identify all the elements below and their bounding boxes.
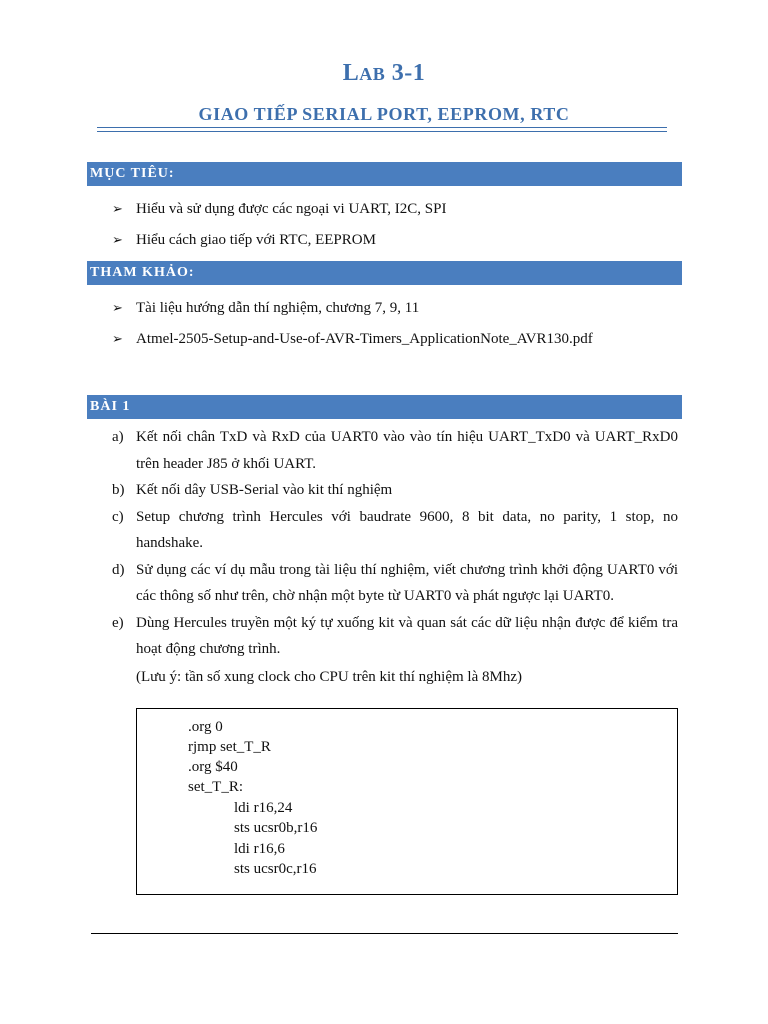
title-number: 3-1 (385, 60, 426, 86)
exercise1-heading: BÀI 1 (87, 395, 682, 419)
list-item (112, 230, 682, 261)
code-block (136, 708, 678, 895)
code-line: .org $40 (188, 759, 238, 775)
task-item (112, 610, 678, 663)
task-item (112, 557, 678, 610)
code-line: ldi r16,24 (234, 800, 293, 816)
arrow-bullet-icon: ➢ (112, 300, 123, 315)
code-line: ldi r16,6 (234, 841, 285, 857)
task-marker: c) (112, 508, 124, 525)
task-text: Sử dụng các ví dụ mẫu trong tài liệu thí nghiệm, viết chương trình khởi động UART0 với các thông số như trên, chờ nhận một byte từ UART0 và phát ngược lại UART0. (136, 561, 678, 604)
task-item (112, 504, 678, 557)
list-item (112, 199, 682, 230)
list-item-text: Atmel-2505-Setup-and-Use-of-AVR-Timers_ApplicationNote_AVR130.pdf (136, 331, 593, 347)
references-heading: THAM KHẢO: (87, 261, 682, 285)
clock-note: (Lưu ý: tần số xung clock cho CPU trên kit thí nghiệm là 8Mhz) (136, 669, 522, 685)
arrow-bullet-icon: ➢ (112, 331, 123, 346)
task-text: Kết nối dây USB-Serial vào kit thí nghiệm (136, 482, 393, 498)
objectives-heading: MỤC TIÊU: (87, 162, 682, 186)
exercise1-tasks (112, 424, 678, 663)
page-title (0, 60, 768, 87)
list-item (112, 329, 682, 360)
list-item (112, 298, 682, 329)
title-initial: L (342, 60, 360, 86)
task-text: Dùng Hercules truyền một ký tự xuống kit và quan sát các dữ liệu nhận được để kiểm tra hoạt động chương trình. (136, 614, 678, 657)
task-text: Setup chương trình Hercules với baudrate 9600, 8 bit data, no parity, 1 stop, no handshake. (136, 508, 678, 551)
list-item-text: Hiểu và sử dụng được các ngoại vi UART, I2C, SPI (136, 201, 447, 217)
code-line: rjmp set_T_R (188, 739, 271, 755)
task-marker: a) (112, 429, 124, 445)
list-item-text: Tài liệu hướng dẫn thí nghiệm, chương 7, 9, 11 (136, 300, 420, 316)
code-line: sts ucsr0b,r16 (234, 820, 318, 836)
footer-divider (91, 933, 678, 934)
title-divider (97, 127, 667, 132)
code-line: sts ucsr0c,r16 (234, 861, 317, 877)
arrow-bullet-icon: ➢ (112, 201, 123, 216)
arrow-bullet-icon: ➢ (112, 232, 123, 247)
task-marker: e) (112, 614, 124, 631)
task-item (112, 477, 678, 504)
objectives-list (112, 199, 682, 261)
task-text: Kết nối chân TxD và RxD của UART0 vào vào tín hiệu UART_TxD0 và UART_RxD0 trên header J85 ở khối UART. (136, 429, 678, 472)
task-marker: d) (112, 561, 125, 578)
title-smallcaps: AB (359, 64, 386, 84)
task-item (112, 424, 678, 477)
task-marker: b) (112, 482, 125, 498)
code-line: set_T_R: (188, 779, 243, 795)
references-list (112, 298, 682, 360)
page-subtitle: GIAO TIẾP SERIAL PORT, EEPROM, RTC (198, 104, 570, 124)
code-line: .org 0 (188, 719, 223, 735)
list-item-text: Hiểu cách giao tiếp với RTC, EEPROM (136, 232, 376, 248)
